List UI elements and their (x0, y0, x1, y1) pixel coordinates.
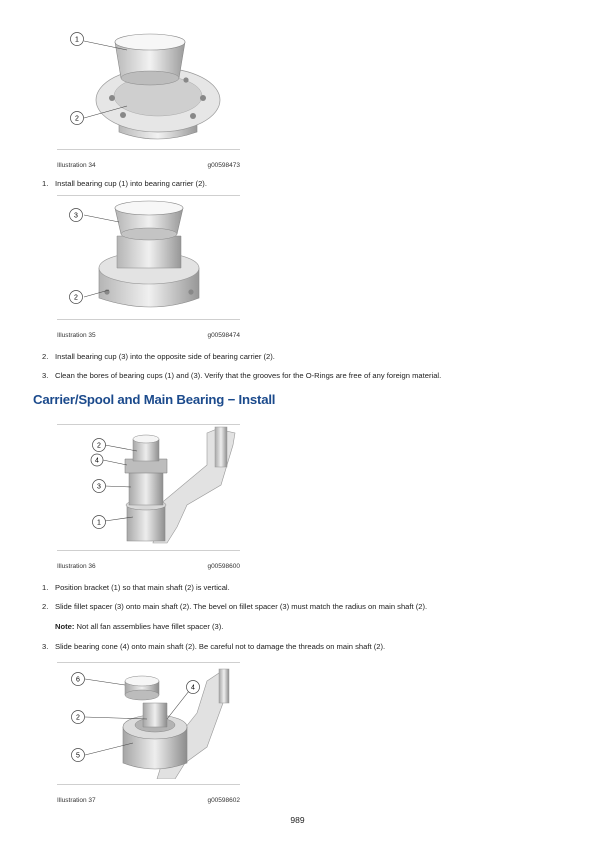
figure-caption: Illustration 37 (57, 797, 96, 804)
callout-label: 2 (97, 442, 101, 450)
callout-label: 3 (74, 212, 78, 220)
callout-label: 3 (97, 483, 101, 491)
callout-label: 2 (75, 115, 79, 123)
page-number: 989 (290, 815, 305, 825)
figure-rule (57, 784, 240, 785)
figure-reference: g00598474 (207, 332, 240, 339)
step-text: Install bearing cup (3) into the opposite side of bearing carrier (2). (55, 352, 275, 361)
bearing-carrier-illustration (57, 196, 240, 319)
figure-illustration-37 (57, 662, 240, 804)
figure-rule (57, 319, 240, 320)
callout-label: 2 (76, 714, 80, 722)
callout-label: 1 (75, 36, 79, 44)
figure-reference: g00598473 (207, 162, 240, 169)
note-text: Not all fan assemblies have fillet spacer (3). (74, 622, 224, 631)
callout-label: 2 (74, 294, 78, 302)
step-text: Slide bearing cone (4) onto main shaft (2). Be careful not to damage the threads on main shaft (2). (55, 642, 386, 651)
step-text: Position bracket (1) so that main shaft (2) is vertical. (55, 583, 230, 592)
figure-reference: g00598602 (207, 797, 240, 804)
step-text: Clean the bores of bearing cups (1) and (3). Verify that the grooves for the O-Rings are free of any foreign material. (55, 371, 442, 380)
figure-caption: Illustration 36 (57, 563, 96, 570)
bearing-carrier-illustration (57, 22, 240, 149)
step-number: 2. (42, 602, 49, 611)
callout-label: 6 (76, 676, 80, 684)
figure-reference: g00598600 (207, 563, 240, 570)
step-item (42, 352, 275, 361)
step-text: Slide fillet spacer (3) onto main shaft (2). The bevel on fillet spacer (3) must match the radius on main shaft (2). (55, 602, 428, 611)
callout-label: 5 (76, 752, 80, 760)
step-item (42, 583, 230, 592)
step-item (42, 179, 207, 188)
step-number: 1. (42, 179, 49, 188)
note (55, 622, 223, 631)
figure-illustration-36 (57, 424, 240, 570)
step-text: Install bearing cup (1) into bearing carrier (2). (55, 179, 207, 188)
section-heading: Carrier/Spool and Main Bearing − Install (33, 392, 276, 407)
note-label: Note: (55, 622, 75, 631)
figure-rule (57, 550, 240, 551)
callout-label: 4 (191, 684, 195, 692)
figure-caption: Illustration 34 (57, 162, 96, 169)
step-number: 1. (42, 583, 49, 592)
step-item (42, 642, 385, 651)
figure-illustration-35 (57, 195, 240, 339)
step-number: 3. (42, 371, 49, 380)
step-number: 2. (42, 352, 49, 361)
step-number: 3. (42, 642, 49, 651)
callout-label: 1 (97, 519, 101, 527)
callout-label: 4 (95, 457, 99, 465)
figure-illustration-34 (57, 22, 240, 169)
figure-caption: Illustration 35 (57, 332, 96, 339)
step-item (42, 371, 441, 380)
step-item (42, 602, 427, 611)
figure-rule (57, 149, 240, 150)
main-shaft-illustration (57, 425, 240, 550)
bearing-cone-illustration (57, 663, 240, 784)
